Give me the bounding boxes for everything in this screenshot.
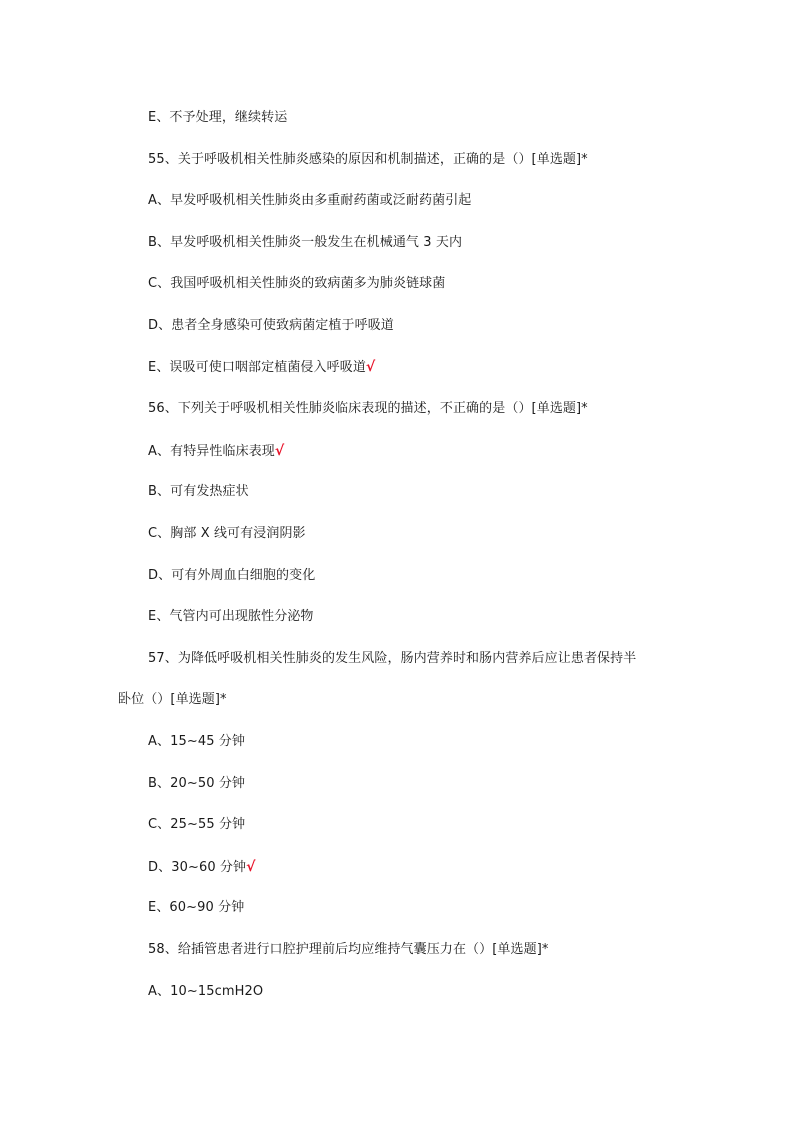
correct-check-icon: √ <box>365 359 376 375</box>
q56-option-c: C、胸部 X 线可有浸润阴影 <box>148 526 306 541</box>
q55-option-b: B、早发呼吸机相关性肺炎一般发生在机械通气 3 天内 <box>148 235 463 250</box>
q55-option-d: D、患者全身感染可使致病菌定植于呼吸道 <box>148 318 394 333</box>
question-55-stem: 55、关于呼吸机相关性肺炎感染的原因和机制描述，正确的是（）[单选题]* <box>148 152 588 167</box>
q58-option-a: A、10~15cmH2O <box>148 984 264 999</box>
question-56-stem: 56、下列关于呼吸机相关性肺炎临床表现的描述，不正确的是（）[单选题]* <box>148 401 588 416</box>
q56-option-a: A、有特异性临床表现√ <box>148 443 285 459</box>
q55-option-e: E、误吸可使口咽部定植菌侵入呼吸道√ <box>148 359 376 375</box>
correct-check-icon: √ <box>246 859 256 875</box>
q56-option-b: B、可有发热症状 <box>148 484 249 499</box>
q57-option-e: E、60~90 分钟 <box>148 900 245 915</box>
q56-option-e: E、气管内可出现脓性分泌物 <box>148 609 314 624</box>
question-57-stem-continued: 卧位（）[单选题]* <box>118 692 227 707</box>
q55-option-c: C、我国呼吸机相关性肺炎的致病菌多为肺炎链球菌 <box>148 276 446 291</box>
correct-check-icon: √ <box>274 443 285 459</box>
q57-option-b: B、20~50 分钟 <box>148 776 246 791</box>
prev-option-e: E、不予处理，继续转运 <box>148 110 288 125</box>
q57-option-a: A、15~45 分钟 <box>148 734 246 749</box>
q57-option-c: C、25~55 分钟 <box>148 817 246 832</box>
question-58-stem: 58、给插管患者进行口腔护理前后均应维持气囊压力在（）[单选题]* <box>148 942 549 957</box>
question-57-stem: 57、为降低呼吸机相关性肺炎的发生风险，肠内营养时和肠内营养后应让患者保持半 <box>148 651 637 666</box>
q56-option-d: D、可有外周血白细胞的变化 <box>148 568 316 583</box>
q55-option-a: A、早发呼吸机相关性肺炎由多重耐药菌或泛耐药菌引起 <box>148 193 472 208</box>
q57-option-d: D、30~60 分钟√ <box>148 859 256 875</box>
